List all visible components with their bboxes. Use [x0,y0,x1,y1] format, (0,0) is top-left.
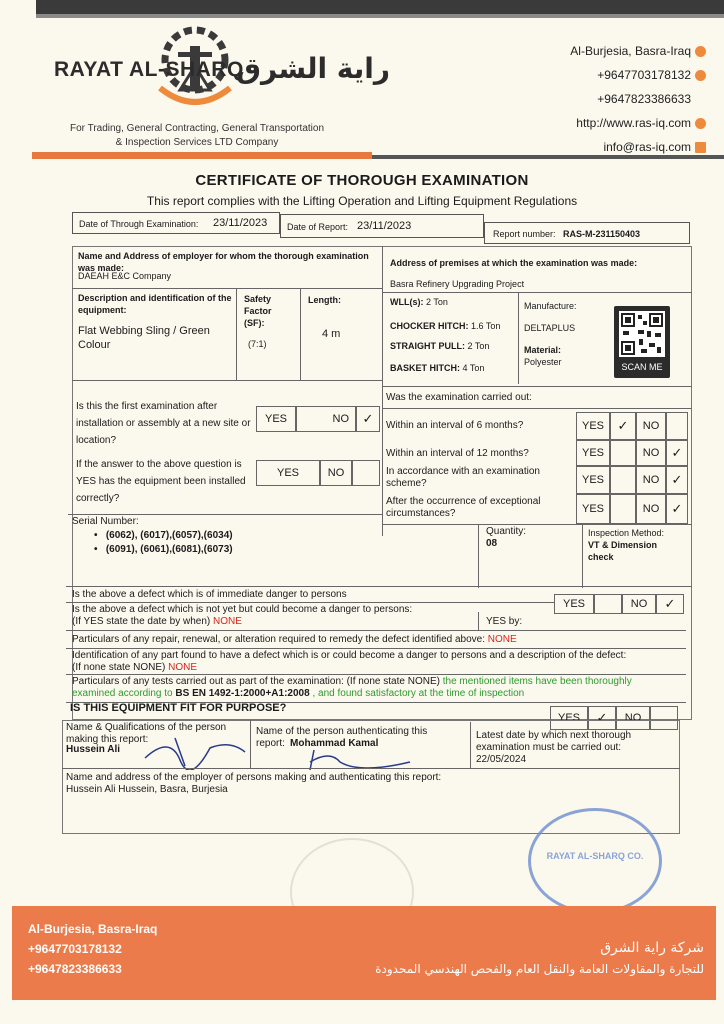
immediate-no-cell[interactable] [622,594,656,614]
serial-line-1: (6062), (6017),(6057),(6034) [105,530,233,541]
question-scheme: In accordance with an examination scheme? [386,466,540,489]
contact-web[interactable] [576,116,706,130]
yes-text: YES [581,420,604,432]
grid-line [66,674,686,675]
exam-date-label: Date of Through Examination: [79,219,199,229]
tests-label: Particulars of any tests carried out as part of the examination: (If none state NONE) [72,676,440,687]
grid-line [72,288,382,289]
grid-mid-divider [382,246,383,536]
authenticator-label: Name of the person authenticating this report: [256,726,428,749]
phone-icon [695,70,706,81]
yes-text: YES [276,467,299,479]
employer-label: Name and Address of employer for whom the thorough examination was made: [78,251,369,273]
basket-label: BASKET HITCH: [390,363,460,373]
top-bar-shade [36,14,724,18]
qr-code-icon [619,311,665,357]
qr-label: SCAN ME [621,362,663,372]
phone-2-text: +9647823386633 [597,92,691,106]
scheme-no-check[interactable] [666,466,688,494]
serial-label: Serial Number: [72,516,139,527]
footer-phone-1: +9647703178132 [28,942,122,956]
immediate-yes-cell[interactable] [554,594,594,614]
question-carried-out: Was the examination carried out: [386,392,532,403]
ident-none: NONE [168,662,198,673]
fit-for-purpose-label: IS THIS EQUIPMENT FIT FOR PURPOSE? [70,702,287,714]
certificate-title: CERTIFICATE OF THOROUGH EXAMINATION [195,172,529,189]
check-icon: ✓ [671,445,683,460]
contact-phone-2 [597,92,706,106]
location-icon [695,46,706,57]
exam-date-value: 23/11/2023 [213,217,268,229]
question-12-months: Within an interval of 12 months? [386,448,529,459]
tests-result-3: , and found satisfactory at the time of inspection [312,688,525,699]
except-no-cell[interactable] [636,494,666,524]
yes-text: YES [264,413,287,425]
except-yes-check[interactable] [610,494,636,524]
grid-line [478,524,479,588]
defect-immediate: Is the above a defect which is of immediate danger to persons [72,589,347,600]
basket-value: 4 Ton [462,363,485,373]
yes-text: YES [581,447,604,459]
wll-label: WLL(s): [390,297,424,307]
grid-line [62,768,680,769]
installed-no-cell[interactable] [320,460,352,486]
web-link[interactable]: http://www.ras-iq.com [576,116,691,130]
scheme-yes-cell[interactable] [576,466,610,494]
repair-none: NONE [487,634,517,645]
authenticator-value: Mohammad Kamal [290,738,379,749]
scheme-yes-check[interactable] [610,466,636,494]
if-none-text: (If none state NONE) [72,662,166,673]
tagline-line-1: For Trading, General Contracting, General Transportation [69,123,325,134]
top-bar [36,0,724,14]
material-label: Material: [524,345,562,355]
grid-line [382,524,692,525]
wll-value: 2 Ton [426,297,448,307]
company-stamp-icon [528,808,662,914]
q6-yes-check[interactable] [610,412,636,440]
maker-signature-icon [140,730,250,770]
manufacture-label: Manufacture: [524,301,577,311]
check-icon: ✓ [671,501,683,516]
grid-line [72,380,382,381]
qr-code[interactable] [614,306,670,378]
report-number-box [484,222,690,244]
report-employer-label: Name and address of the employer of persons making and authenticating this report: [66,772,442,783]
report-date-value: 23/11/2023 [357,220,412,232]
header-divider-dark [372,155,724,159]
grid-line [66,586,692,587]
check-icon: ✓ [362,411,374,426]
no-text: NO [624,712,642,724]
description-label: Description and identification of the equipment: [78,293,232,315]
grid-line [582,524,583,588]
mail-icon [695,142,706,153]
identification-label: Identification of any part found to have a defect which is or could become a danger to persons and a description of the defect: [72,650,627,661]
repair-label: Particulars of any repair, renewal, or alteration required to remedy the defect identified above: [72,634,486,645]
footer-description-ar: للتجارة والمقاولات العامة والنقل العام والفحص الهندسي المحدودة [375,962,704,976]
grid-line [68,514,382,515]
report-employer-value: Hussein Ali Hussein, Basra, Burjesia [66,784,228,795]
yes-by-label: YES by: [486,616,523,627]
exam-date-box [72,212,280,234]
choker-label: CHOCKER HITCH: [390,321,469,331]
first-exam-yes-cell[interactable] [256,406,296,432]
except-yes-cell[interactable] [576,494,610,524]
footer-band [12,906,716,1000]
contact-address [570,44,706,58]
logo-text-ar: راية الشرق [236,52,391,85]
no-text: NO [642,503,660,515]
q12-yes-check[interactable] [610,440,636,466]
stamp-text: RAYAT AL-SHARQ CO. [546,851,644,861]
grid-line [300,288,301,380]
no-text: NO [642,420,660,432]
tagline-line-2: & Inspection Services LTD Company [115,137,279,148]
installed-no-check[interactable] [352,460,380,486]
maker-value: Hussein Ali [66,744,121,755]
no-text: NO [630,598,648,610]
next-exam-value: 22/05/2024 [476,754,527,765]
tests-result-2: examined according to [72,688,173,699]
header-divider-orange [32,152,372,159]
first-exam-no-check[interactable] [356,406,380,432]
email-link[interactable]: info@ras-iq.com [603,140,691,154]
address-text: Al-Burjesia, Basra-Iraq [570,44,691,58]
immediate-yes-check[interactable] [594,594,622,614]
report-number-label: Report number: [493,229,556,239]
grid-line [470,722,471,768]
check-icon: ✓ [596,710,608,725]
serial-line-2: (6091), (6061),(6081),(6073) [105,544,233,555]
q6-no-check[interactable] [666,412,688,440]
safety-factor-label: Safety Factor (SF): [244,294,272,328]
no-text: NO [642,474,660,486]
report-date-box [280,214,484,238]
no-text: NO [327,467,345,479]
if-yes-date-text: (If YES state the date by when) [72,616,211,627]
yes-text: YES [581,474,604,486]
scheme-no-cell[interactable] [636,466,666,494]
grid-line [382,408,692,409]
premises-label: Address of premises at which the examination was made: [390,258,638,268]
globe-icon [695,118,706,129]
question-6-months: Within an interval of 6 months? [386,420,524,431]
q12-no-check[interactable] [666,440,688,466]
grid-line [236,288,237,380]
grid-line [382,292,692,293]
check-icon: ✓ [617,418,629,433]
check-icon: ✓ [664,596,676,611]
q6-yes-cell[interactable] [576,412,610,440]
description-value: Flat Webbing Sling / Green Colour [78,325,210,351]
choker-value: 1.6 Ton [471,321,501,331]
next-exam-label: Latest date by which next thorough examination must be carried out: [476,730,632,753]
question-exceptional: After the occurrence of exceptional circumstances? [386,496,541,519]
certificate-page: RAYAT AL-SHARQ راية الشرق For Trading, General Contracting, General Transportation & Inspection Services LTD Company Al-Burjesia, Basra-Iraq +9647703178132 +9647823386633 http://www.ras-iq.com info@ras-iq.com CERTIFICATE OF THOROUGH EXAMINATION This report complies with the Lifting Operation and Lifting Equipment Regulations Date of Through Examination: 23/11/2023 Date of Report: 23/11/2023 Report number: RAS-M-231150403 Name and Address of employer for whom the thorough examination was made: DAEAH E&C Company Address of premises at which the examination was made: Basra Refinery Upgrading Project Description and identification of the equipment: Flat Webbing Sling / Green Colour Safety Factor (SF): (7:1) Length: 4 m WLL(s): 2 Ton CHOCKER HITCH: 1.6 Ton STRAIGHT PULL: 2 Ton BASKET HITCH: 4 Ton Manufacture: DELTAPLUS Material: Polyester SCAN ME Is this the first examination after installation or assembly at a new site or location? YES NO ✓ If the answer to the above question is YES has the equipment been installed correctly? YES NO Was the examination carried out: Within an interval of 6 months? Within an interval of 12 months? In accordance with an examination scheme? After the occurrence of exceptional circumstances? YES ✓ NO YES NO ✓ YES NO ✓ YES NO ✓ Serial Number: • (6062), (6017),(6057),(6034) • (6091), (6061),(6081),(6073) Quantity: 08 Inspection Method: VT & Dimension check Is the above a defect which is of immediate danger to persons YES NO ✓ Is the above a defect which is not yet but could become a danger to persons: (If YES state the date by when) NONE YES by: Particulars of any repair, renewal, or alteration required to remedy the defect identified above: NONE Identification of any part found to have a defect which is or could become a danger to persons and a description of the defect: (If none state NONE) NONE Particulars of any tests carried out as part of the examination: (If none state NONE) the mentioned items have been thoroughly examined according to BS EN 1492-1:2000+A1:2008 , and found satisfactory at the time of inspection IS THIS EQUIPMENT FIT FOR PURPOSE? YES ✓ NO Name & Qualifications of the person making this report: Hussein Ali Name of the person authenticating this report: Mohammad Kamal Latest date by which next thorough examination must be carried out: 22/05/2024 Name and address of the employer of persons making and authenticating this report: Hussein Ali Hussein, Basra, Burjesia RAYAT AL-SHARQ CO. Al-Burjesia, Basra-Iraq +9647703178132 +9647823386633 شركة راية الشرق للتجارة والمقاولات العامة والنقل العام والفحص الهندسي المحدودة [0,0,724,1024]
footer-address: Al-Burjesia, Basra-Iraq [28,922,158,936]
quantity-label: Quantity: [486,526,527,537]
report-number-value: RAS-M-231150403 [563,229,641,239]
immediate-no-check[interactable] [656,594,684,614]
quantity-value: 08 [486,538,498,549]
qr-pattern-icon [619,311,665,357]
contact-phone-1 [597,68,706,82]
standard-value: BS EN 1492-1:2000+A1:2008 [175,688,310,699]
q12-no-cell[interactable] [636,440,666,466]
yes-text: YES [562,598,585,610]
no-text: NO [642,447,660,459]
grid-line [250,720,251,768]
no-text: NO [332,413,349,425]
inspection-method-label: Inspection Method: [588,528,665,538]
check-icon: ✓ [671,472,683,487]
not-yet-none: NONE [213,616,242,627]
length-label: Length: [308,295,341,305]
manufacture-value: DELTAPLUS [524,323,576,333]
maker-label: Name & Qualifications of the person making this report: [66,722,227,745]
certificate-subtitle: This report complies with the Lifting Operation and Lifting Equipment Regulations [146,194,578,208]
safety-factor-value: (7:1) [248,339,267,349]
material-value: Polyester [524,357,562,367]
grid-line [66,648,686,649]
phone-1-text: +9647703178132 [597,68,691,82]
grid-line [518,292,519,384]
footer-company-ar: شركة راية الشرق [600,940,704,956]
grid-line [66,630,686,631]
tests-result-1: the mentioned items have been thoroughly [442,676,632,687]
q12-yes-cell[interactable] [576,440,610,466]
premises-value: Basra Refinery Upgrading Project [390,279,525,289]
inspection-method-value: VT & Dimension check [588,540,658,562]
logo-text-en: RAYAT AL-SHARQ [54,58,244,81]
installed-yes-cell[interactable] [256,460,320,486]
company-tagline [52,122,342,150]
straight-value: 2 Ton [467,341,490,351]
first-exam-no-cell[interactable] [296,406,356,432]
footer-phone-2: +9647823386633 [28,962,122,976]
grid-line [478,612,479,630]
defect-not-yet: Is the above a defect which is not yet but could become a danger to persons: [72,604,413,615]
grid-line [382,386,692,387]
contact-email[interactable] [603,140,706,154]
q6-no-cell[interactable] [636,412,666,440]
grid-line [66,602,554,603]
report-date-label: Date of Report: [287,222,349,232]
except-no-check[interactable] [666,494,688,524]
straight-label: STRAIGHT PULL: [390,341,465,351]
yes-text: YES [557,712,580,724]
yes-text: YES [581,503,604,515]
question-installed-correctly: If the answer to the above question is YES has the equipment been installed correctly? [76,459,246,504]
length-value: 4 m [322,328,341,340]
employer-value: DAEAH E&C Company [78,271,172,281]
question-first-exam: Is this the first examination after installation or assembly at a new site or location? [76,401,251,446]
